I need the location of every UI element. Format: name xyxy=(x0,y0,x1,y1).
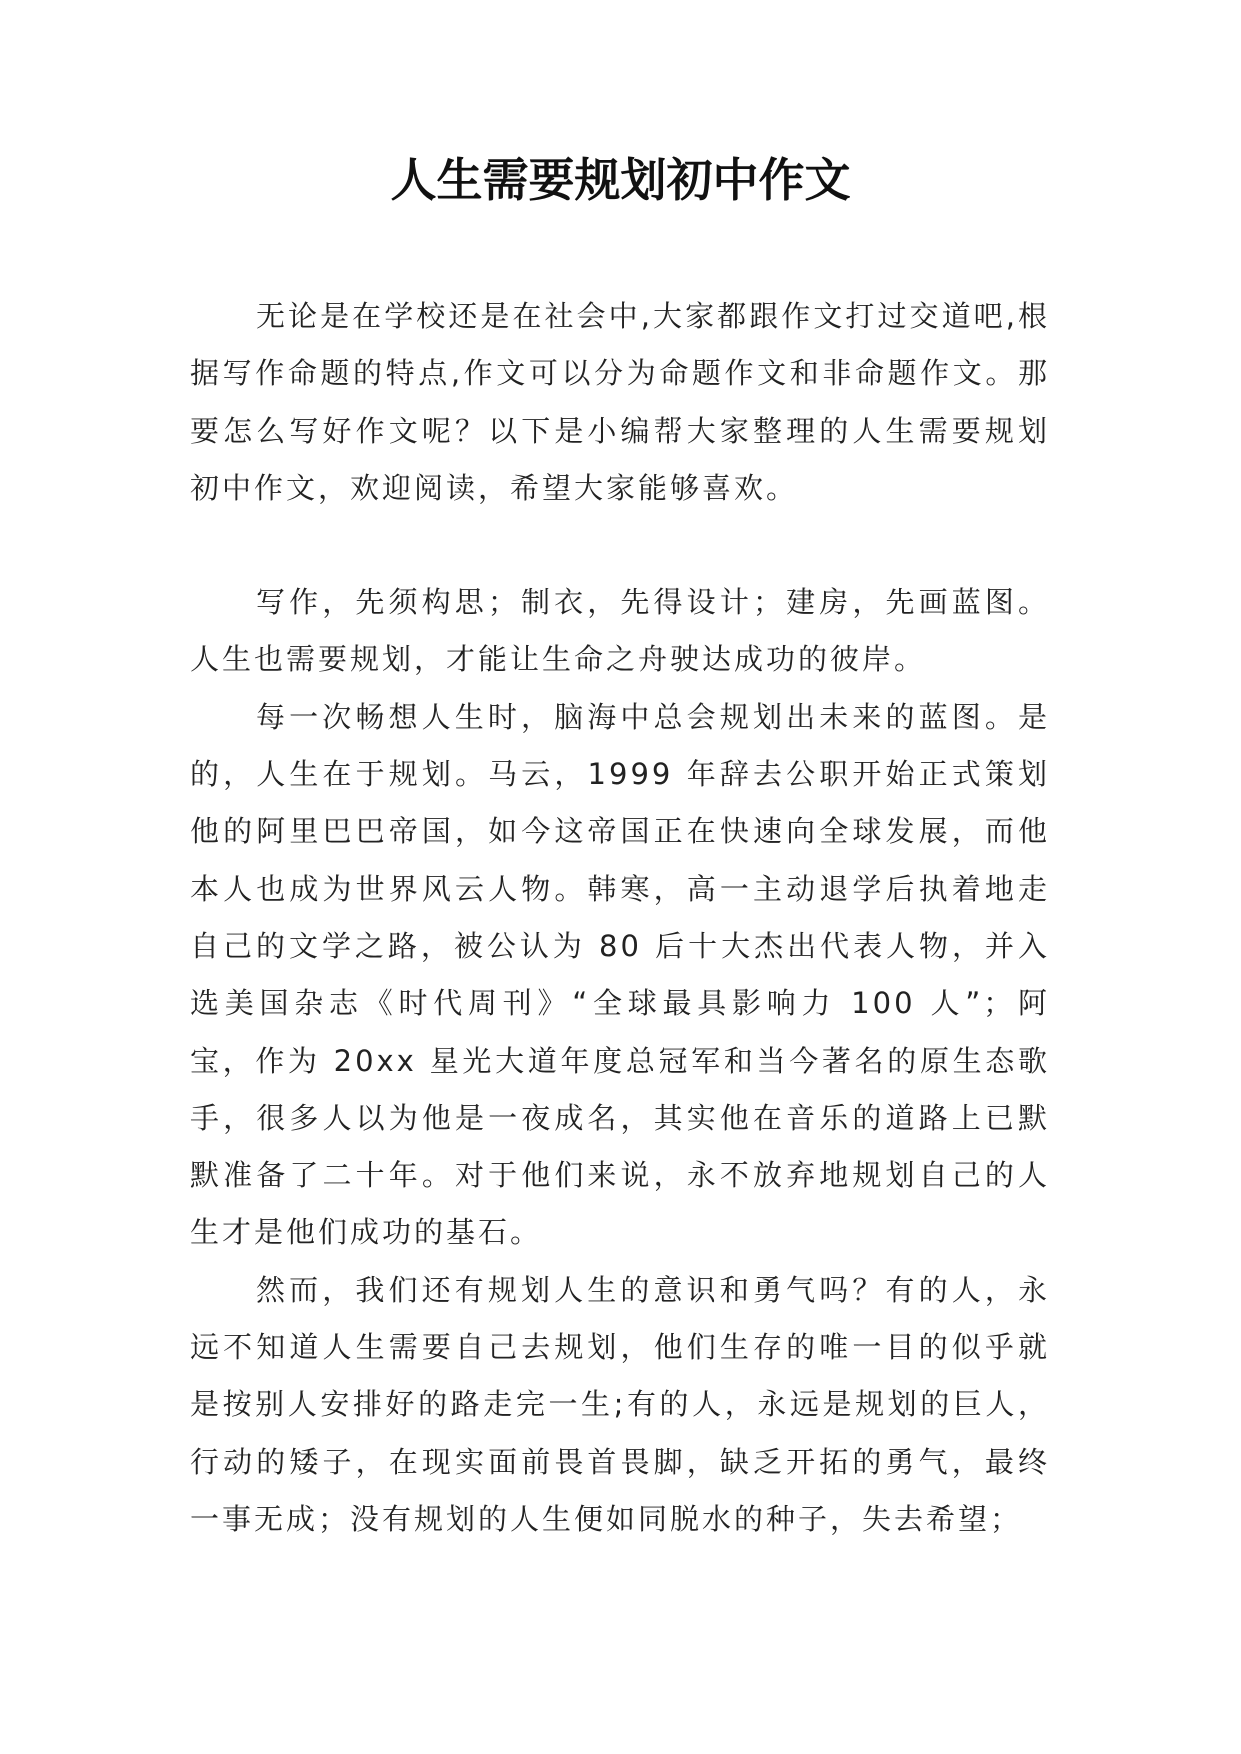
paragraph-reflection: 然而，我们还有规划人生的意识和勇气吗？有的人，永远不知道人生需要自己去规划，他们生存的唯一目的似乎就是按别人安排好的路走完一生;有的人，永远是规划的巨人，行动的矮子，在现实面前畏首畏脚，缺乏开拓的勇气，最终一事无成；没有规划的人生便如同脱水的种子，失去希望； xyxy=(190,1272,1050,1536)
document-body xyxy=(190,288,1050,1548)
paragraph-opening: 写作，先须构思；制衣，先得设计；建房，先画蓝图。人生也需要规划，才能让生命之舟驶达成功的彼岸。 xyxy=(190,585,1050,677)
paragraph-intro: 无论是在学校还是在社会中,大家都跟作文打过交道吧,根据写作命题的特点,作文可以分为命题作文和非命题作文。那要怎么写好作文呢？以下是小编帮大家整理的人生需要规划初中作文，欢迎阅读，希望大家能够喜欢。 xyxy=(190,299,1050,505)
document-title: 人生需要规划初中作文 xyxy=(390,153,851,207)
paragraph-examples: 每一次畅想人生时，脑海中总会规划出未来的蓝图。是的，人生在于规划。马云，1999 年辞去公职开始正式策划他的阿里巴巴帝国，如今这帝国正在快速向全球发展，而他本人也成为世界风云人物。韩寒，高一主动退学后执着地走自己的文学之路，被公认为 80 后十大杰出代表人物，并入选美国杂志《时代周刊》“全球最具影响力 100 人”；阿宝，作为 20xx 星光大道年度总冠军和当今著名的原生态歌手，很多人以为他是一夜成名，其实他在音乐的道路上已默默准备了二十年。对于他们来说，永不放弃地规划自己的人生才是他们成功的基石。 xyxy=(190,699,1050,1250)
